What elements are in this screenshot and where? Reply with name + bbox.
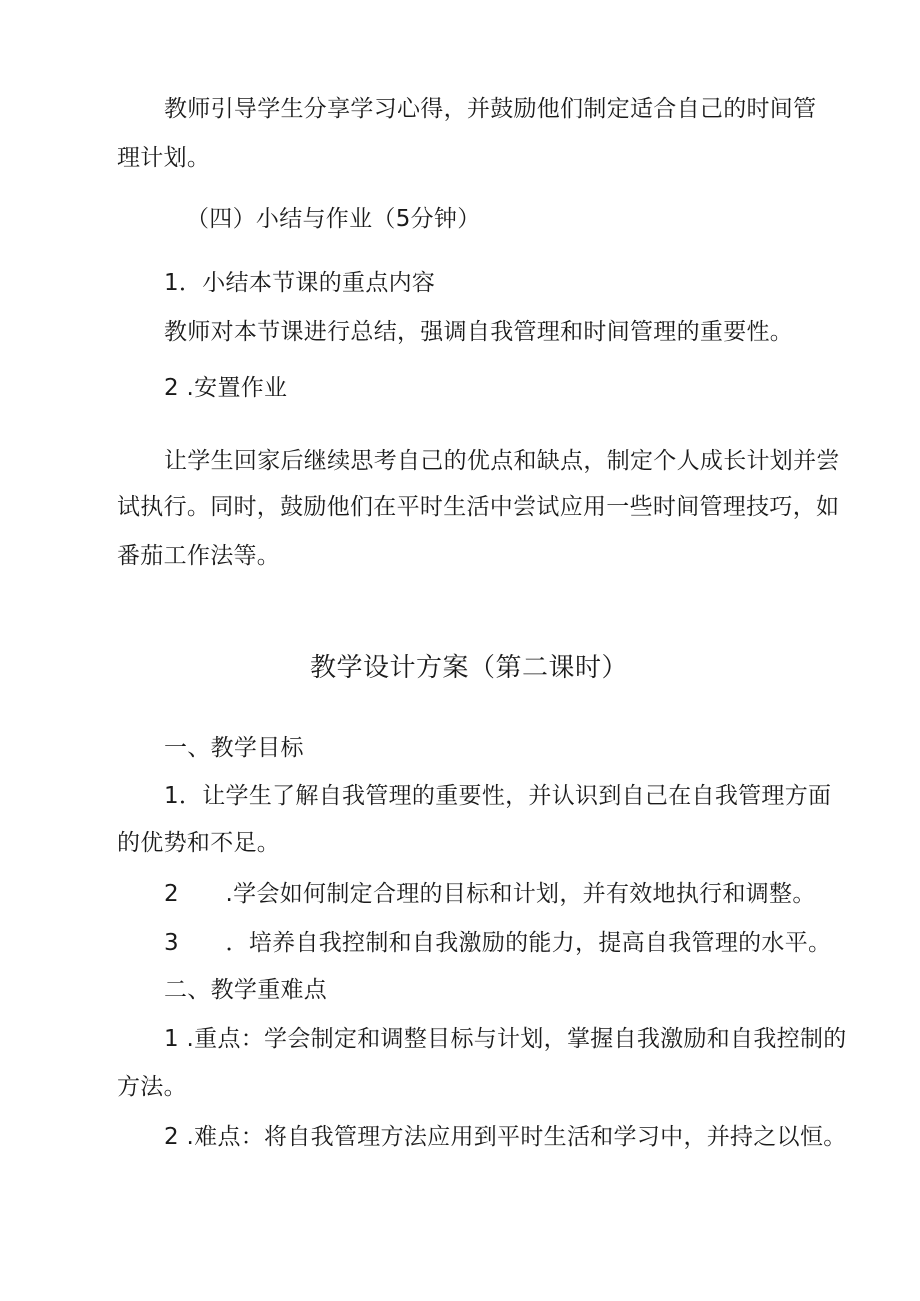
paragraph-line: 教师对本节课进行总结，强调自我管理和时间管理的重要性。 xyxy=(164,319,794,345)
list-item-title: 2 .安置作业 xyxy=(164,375,288,401)
section-heading: 二、教学重难点 xyxy=(164,977,328,1003)
section-heading: 一、教学目标 xyxy=(164,735,304,761)
list-item: 1 .重点：学会制定和调整目标与计划，掌握自我激励和自我控制的 xyxy=(164,1026,847,1052)
paragraph-line: 教师引导学生分享学习心得，并鼓励他们制定适合自己的时间管 xyxy=(164,96,817,122)
page-title: 教学设计方案（第二课时） xyxy=(310,653,629,683)
list-item-continuation: 的优势和不足。 xyxy=(117,830,281,856)
list-item: 2 .学会如何制定合理的目标和计划，并有效地执行和调整。 xyxy=(164,881,816,907)
section-heading: （四）小结与作业（5分钟） xyxy=(186,206,481,232)
paragraph-line: 番茄工作法等。 xyxy=(117,543,281,569)
list-item: 1．让学生了解自我管理的重要性，并认识到自己在自我管理方面 xyxy=(164,783,832,809)
paragraph-line: 理计划。 xyxy=(117,145,211,171)
paragraph-line: 让学生回家后继续思考自己的优点和缺点，制定个人成长计划并尝 xyxy=(164,448,840,474)
list-item-continuation: 方法。 xyxy=(117,1074,187,1100)
list-item: 2 .难点：将自我管理方法应用到平时生活和学习中，并持之以恒。 xyxy=(164,1124,847,1150)
list-item: 3 ．培养自我控制和自我激励的能力，提高自我管理的水平。 xyxy=(164,930,832,956)
paragraph-line: 试执行。同时，鼓励他们在平时生活中尝试应用一些时间管理技巧，如 xyxy=(117,494,840,520)
list-item-title: 1．小结本节课的重点内容 xyxy=(164,270,436,296)
